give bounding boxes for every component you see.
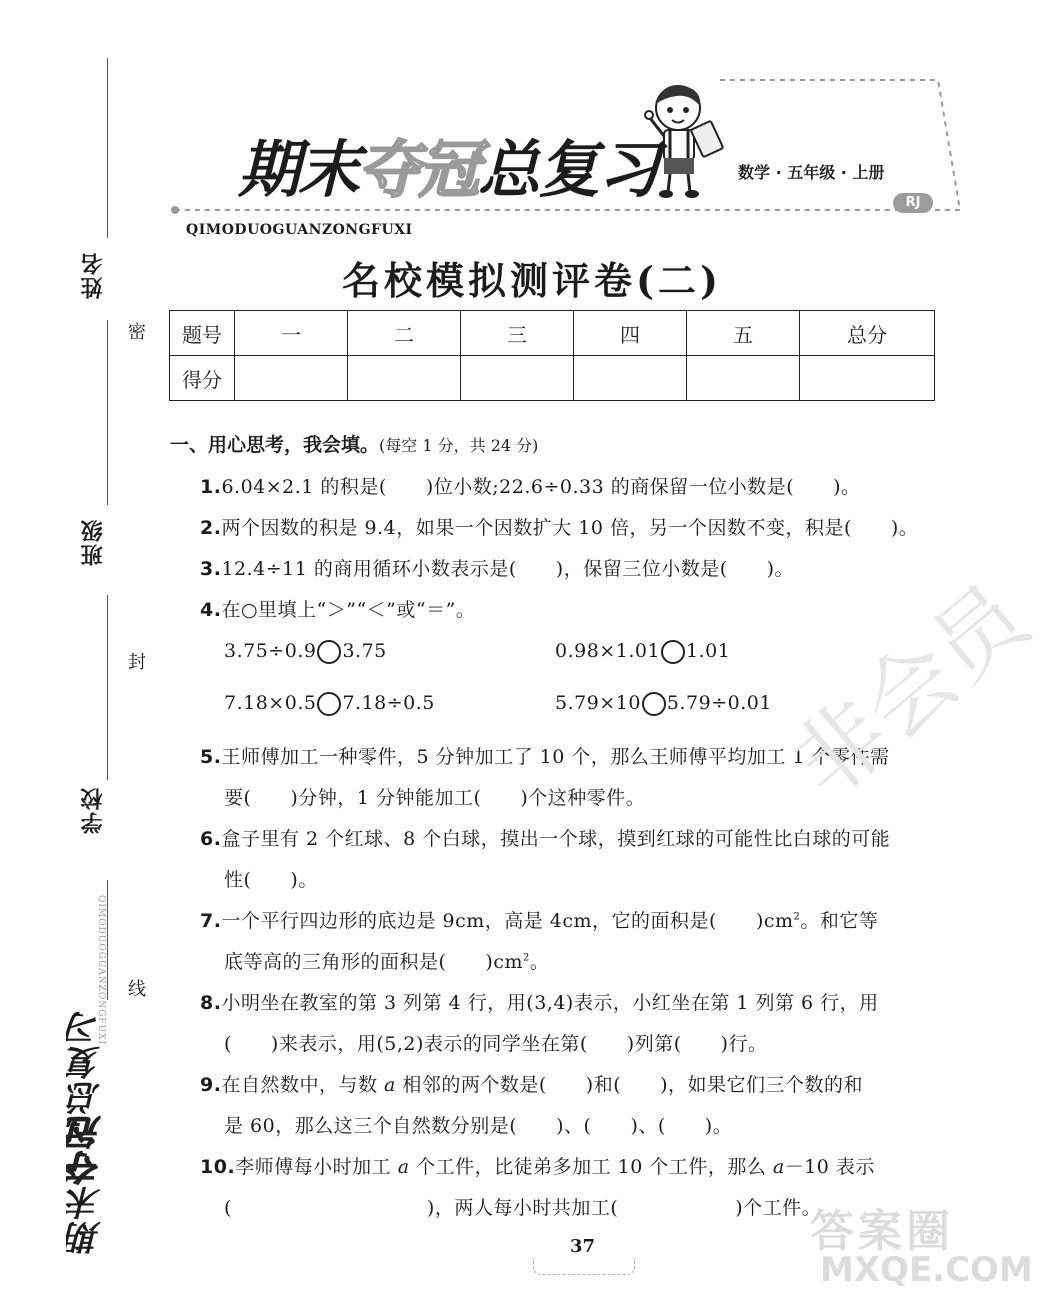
class-label: 班级 — [81, 518, 106, 566]
seal-mark-mi: 密 — [128, 322, 146, 343]
table-cell: 二 — [348, 311, 461, 356]
score-input-cell[interactable] — [235, 356, 348, 401]
brand-latin-text: QIMODUOGUANZONGFUXI — [186, 222, 413, 238]
binding-line-top — [107, 58, 108, 238]
question-9: 9.在自然数中，与数 a 相邻的两个数是( )和( )，如果它们三个数的和 — [200, 1074, 864, 1096]
binding-line-3 — [107, 880, 108, 1000]
subject-grade-label: 数学 · 五年级 · 上册 — [738, 163, 885, 182]
name-label: 姓名 — [81, 251, 106, 299]
compare-item: 0.98×1.01 1.01 — [555, 640, 731, 662]
score-table — [169, 310, 935, 401]
score-input-cell[interactable] — [461, 356, 574, 401]
seal-mark-xian: 线 — [128, 979, 146, 1000]
score-input-cell[interactable] — [348, 356, 461, 401]
question-5: 5.王师傅加工一种零件，5 分钟加工了 10 个，那么王师傅平均加工 1 个零件需 — [200, 746, 890, 768]
compare-item: 7.18×0.5 7.18÷0.5 — [224, 692, 435, 714]
question-1: 1.6.04×2.1 的积是( )位小数;22.6÷0.33 的商保留一位小数是( )。 — [200, 476, 861, 498]
binding-line-2 — [107, 595, 108, 780]
score-input-cell[interactable] — [687, 356, 800, 401]
watermark-logo: 答案圈 — [810, 1206, 954, 1257]
question-6: 6.盒子里有 2 个红球、8 个白球，摸出一个球，摸到红球的可能性比白球的可能 — [200, 828, 891, 850]
table-cell: 三 — [461, 311, 574, 356]
question-5-cont: 要( )分钟，1 分钟能加工( )个这种零件。 — [224, 787, 646, 809]
compare-circle[interactable] — [317, 640, 341, 664]
compare-item: 3.75÷0.9 3.75 — [224, 640, 387, 662]
school-label: 学校 — [81, 786, 106, 834]
compare-circle[interactable] — [642, 692, 666, 716]
watermark-url: MXQE.COM — [820, 1250, 1033, 1290]
question-6-cont: 性( )。 — [224, 869, 318, 891]
table-cell: 总分 — [800, 311, 935, 356]
side-brand-logo: 期末夺冠总复习 — [67, 1010, 107, 1255]
paper-title: 名校模拟测评卷(二) — [342, 258, 722, 303]
score-table-header-row — [170, 311, 935, 356]
edition-badge: RJ — [893, 193, 933, 213]
table-cell: 四 — [574, 311, 687, 356]
score-input-cell[interactable] — [800, 356, 935, 401]
question-7: 7.一个平行四边形的底边是 9cm，高是 4cm，它的面积是( )$cm^2$。和它等 — [200, 910, 879, 932]
question-7-cont: 底等高的三角形的面积是( )$cm^2$。 — [224, 951, 550, 973]
question-10: 10.李师傅每小时加工 a 个工件，比徒弟多加工 10 个工件，那么 a－10 表示 — [200, 1156, 875, 1178]
score-input-cell[interactable] — [574, 356, 687, 401]
brand-title: 期末夺冠总复习 — [238, 133, 659, 206]
section-heading: 一、用心思考，我会填。(每空 1 分，共 24 分) — [170, 434, 539, 456]
side-latin-text: QIMODUOGUANZONGFUXI — [96, 895, 106, 1046]
table-cell: 题号 — [170, 311, 235, 356]
question-9-cont: 是 60，那么这三个自然数分别是( )、( )、( )。 — [224, 1115, 733, 1137]
question-2: 2.两个因数的积是 9.4，如果一个因数扩大 10 倍，另一个因数不变，积是( )。 — [200, 517, 919, 539]
table-cell: 得分 — [170, 356, 235, 401]
seal-mark-feng: 封 — [128, 652, 146, 673]
compare-item: 5.79×10 5.79÷0.01 — [555, 692, 772, 714]
page-number-decoration — [533, 1258, 635, 1275]
question-10-cont: ( )，两人每小时共加工( )个工件。 — [224, 1197, 822, 1219]
compare-circle[interactable] — [317, 692, 341, 716]
question-8: 8.小明坐在教室的第 3 列第 4 行，用(3,4)表示，小红坐在第 1 列第 6 行，用 — [200, 992, 879, 1014]
question-8-cont: ( )来表示，用(5,2)表示的同学坐在第( )列第( )行。 — [224, 1033, 768, 1055]
watermark-text: 非会员 — [773, 564, 1048, 819]
binding-line-1 — [107, 320, 108, 505]
question-4: 4.在○里填上“＞”“＜”或“＝”。 — [200, 599, 476, 621]
table-cell: 五 — [687, 311, 800, 356]
question-3: 3.12.4÷11 的商用循环小数表示是( )，保留三位小数是( )。 — [200, 558, 795, 580]
compare-circle[interactable] — [661, 640, 685, 664]
score-table-score-row — [170, 356, 935, 401]
page-number: 37 — [570, 1236, 596, 1257]
table-cell: 一 — [235, 311, 348, 356]
